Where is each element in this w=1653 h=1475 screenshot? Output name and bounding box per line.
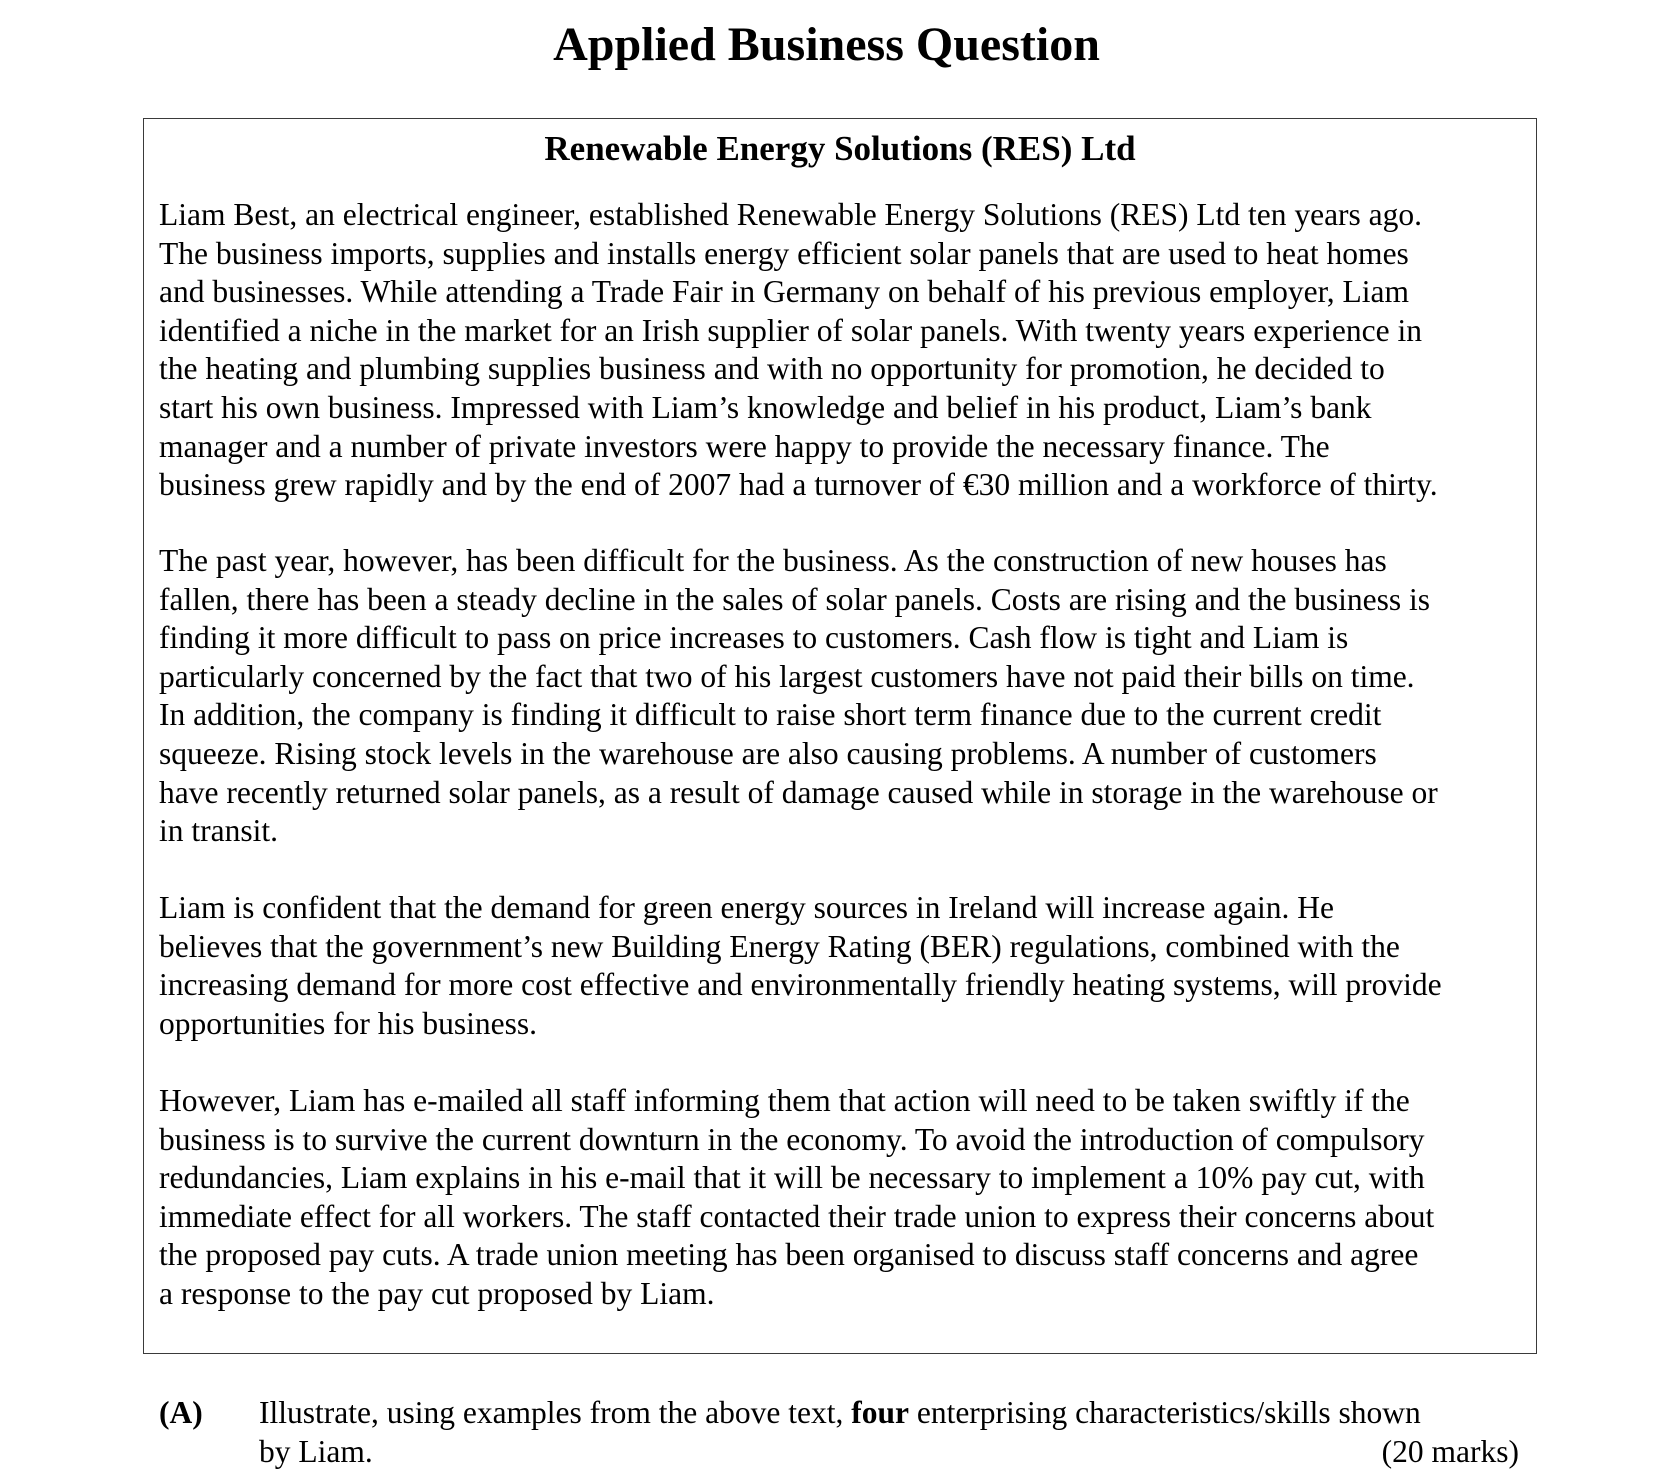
text-line: However, Liam has e-mailed all staff informing them that action will need to be taken swiftly if the <box>159 1083 1410 1118</box>
question-label: (A) <box>159 1395 203 1430</box>
question-marks: (20 marks) <box>1381 1433 1519 1469</box>
case-paragraph-3 <box>159 889 1531 1043</box>
text-line: squeeze. Rising stock levels in the warehouse are also causing problems. A number of customers <box>159 735 1377 771</box>
case-study-title: Renewable Energy Solutions (RES) Ltd <box>544 129 1136 168</box>
text-line: identified a niche in the market for an Irish supplier of solar panels. With twenty years experience in <box>159 312 1422 348</box>
text-line: fallen, there has been a steady decline in the sales of solar panels. Costs are rising and the business is <box>159 581 1431 617</box>
question-line-2: by Liam. <box>259 1433 373 1469</box>
text-line: Liam Best, an electrical engineer, established Renewable Energy Solutions (RES) Ltd ten years ago. <box>159 197 1423 232</box>
text-line: the proposed pay cuts. A trade union meeting has been organised to discuss staff concerns and agree <box>159 1237 1419 1273</box>
text-line: business is to survive the current downturn in the economy. To avoid the introduction of compulsory <box>159 1121 1425 1157</box>
question-text <box>259 1394 1519 1471</box>
text-line: in transit. <box>159 813 278 849</box>
text-line: and businesses. While attending a Trade Fair in Germany on behalf of his previous employer, Liam <box>159 274 1410 310</box>
text-line: The business imports, supplies and installs energy efficient solar panels that are used to heat homes <box>159 235 1409 271</box>
text-line: Liam is confident that the demand for green energy sources in Ireland will increase again. He <box>159 890 1334 925</box>
question-line-1 <box>259 1394 1519 1433</box>
text-line: immediate effect for all workers. The staff contacted their trade union to express their concerns about <box>159 1198 1435 1234</box>
question-text-before: Illustrate, using examples from the above text, <box>259 1395 852 1430</box>
text-line: the heating and plumbing supplies business and with no opportunity for promotion, he decided to <box>159 351 1385 387</box>
text-line: opportunities for his business. <box>159 1005 537 1041</box>
text-line: believes that the government’s new Building Energy Rating (BER) regulations, combined with the <box>159 928 1400 964</box>
text-line: a response to the pay cut proposed by Liam. <box>159 1275 715 1311</box>
case-paragraph-4 <box>159 1082 1531 1314</box>
text-line: The past year, however, has been difficult for the business. As the construction of new houses has <box>159 543 1387 578</box>
text-line: In addition, the company is finding it difficult to raise short term finance due to the current credit <box>159 697 1382 733</box>
page-title: Applied Business Question <box>553 18 1100 71</box>
text-line: redundancies, Liam explains in his e-mail that it will be necessary to implement a 10% pay cut, with <box>159 1160 1425 1196</box>
text-line: finding it more difficult to pass on price increases to customers. Cash flow is tight and Liam is <box>159 620 1349 656</box>
text-line: business grew rapidly and by the end of 2007 had a turnover of €30 million and a workforce of thirty. <box>159 467 1438 503</box>
text-line: manager and a number of private investors were happy to provide the necessary finance. The <box>159 428 1330 464</box>
text-line: increasing demand for more cost effective and environmentally friendly heating systems, will provide <box>159 967 1442 1003</box>
case-study-box <box>143 118 1537 1354</box>
text-line: have recently returned solar panels, as a result of damage caused while in storage in the warehouse or <box>159 774 1438 810</box>
case-paragraph-2 <box>159 542 1531 851</box>
text-line: start his own business. Impressed with Liam’s knowledge and belief in his product, Liam’s bank <box>159 389 1372 425</box>
question-emphasis: four <box>851 1395 909 1430</box>
question-text-after: enterprising characteristics/skills shown <box>908 1395 1421 1430</box>
text-line: particularly concerned by the fact that two of his largest customers have not paid their bills on time. <box>159 658 1415 694</box>
case-paragraph-1 <box>159 196 1531 505</box>
